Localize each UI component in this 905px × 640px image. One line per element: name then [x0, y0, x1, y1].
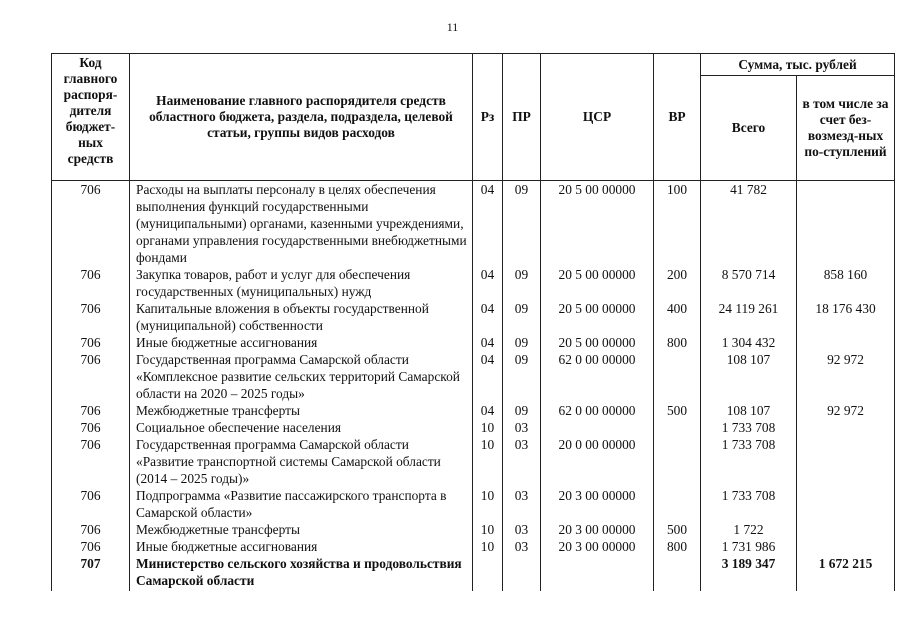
- cell-vr: [654, 436, 701, 487]
- header-pr: ПР: [503, 54, 541, 181]
- cell-name: Межбюджетные трансферты: [130, 521, 473, 538]
- cell-rz: 04: [473, 266, 503, 300]
- cell-pr: 03: [503, 538, 541, 555]
- cell-csr: 20 3 00 00000: [541, 538, 654, 555]
- cell-pr: [503, 555, 541, 591]
- cell-incl: [797, 181, 895, 267]
- header-csr: ЦСР: [541, 54, 654, 181]
- cell-incl: 18 176 430: [797, 300, 895, 334]
- table-row: [52, 351, 895, 402]
- header-kod: Код главного распоря-дителя бюджет-ных средств: [52, 54, 130, 181]
- cell-total: 24 119 261: [701, 300, 797, 334]
- cell-incl: [797, 521, 895, 538]
- cell-csr: [541, 555, 654, 591]
- cell-csr: 62 0 00 00000: [541, 402, 654, 419]
- cell-name: Расходы на выплаты персоналу в целях обеспечения выполнения функций государственными (муниципальными) органами, казенными учреждениями, органами управления государственными внебюджетными фондами: [130, 181, 473, 267]
- table-row: [52, 419, 895, 436]
- cell-kod: 706: [52, 436, 130, 487]
- cell-pr: 09: [503, 334, 541, 351]
- cell-vr: [654, 419, 701, 436]
- cell-incl: 858 160: [797, 266, 895, 300]
- cell-kod: 706: [52, 521, 130, 538]
- header-name: Наименование главного распорядителя средств областного бюджета, раздела, подраздела, целевой статьи, группы видов расходов: [130, 54, 473, 181]
- cell-total: 1 733 708: [701, 436, 797, 487]
- table-row: [52, 300, 895, 334]
- cell-incl: [797, 419, 895, 436]
- cell-name: Государственная программа Самарской области «Комплексное развитие сельских территорий Самарской области на 2020 – 2025 годы»: [130, 351, 473, 402]
- cell-csr: 20 5 00 00000: [541, 300, 654, 334]
- cell-csr: 20 5 00 00000: [541, 181, 654, 267]
- header-sum: Сумма, тыс. рублей: [701, 54, 895, 76]
- cell-incl: [797, 334, 895, 351]
- cell-pr: 03: [503, 419, 541, 436]
- cell-pr: 03: [503, 521, 541, 538]
- cell-name: Подпрограмма «Развитие пассажирского транспорта в Самарской области»: [130, 487, 473, 521]
- cell-total: 3 189 347: [701, 555, 797, 591]
- cell-kod: 706: [52, 300, 130, 334]
- table-row: [52, 436, 895, 487]
- cell-vr: 400: [654, 300, 701, 334]
- cell-kod: 706: [52, 419, 130, 436]
- cell-kod: 707: [52, 555, 130, 591]
- cell-name: Иные бюджетные ассигнования: [130, 334, 473, 351]
- cell-csr: 20 5 00 00000: [541, 334, 654, 351]
- cell-csr: 20 3 00 00000: [541, 487, 654, 521]
- cell-rz: 04: [473, 402, 503, 419]
- cell-pr: 03: [503, 487, 541, 521]
- cell-vr: 500: [654, 521, 701, 538]
- cell-name: Государственная программа Самарской области «Развитие транспортной системы Самарской области (2014 – 2025 годы)»: [130, 436, 473, 487]
- cell-name: Иные бюджетные ассигнования: [130, 538, 473, 555]
- cell-vr: 200: [654, 266, 701, 300]
- budget-table: [51, 53, 895, 591]
- cell-total: 1 304 432: [701, 334, 797, 351]
- cell-kod: 706: [52, 402, 130, 419]
- cell-rz: 10: [473, 419, 503, 436]
- cell-csr: 20 5 00 00000: [541, 266, 654, 300]
- cell-incl: [797, 538, 895, 555]
- table-row: [52, 521, 895, 538]
- cell-vr: 100: [654, 181, 701, 267]
- table-row: [52, 266, 895, 300]
- cell-kod: 706: [52, 181, 130, 267]
- cell-rz: 04: [473, 181, 503, 267]
- cell-kod: 706: [52, 487, 130, 521]
- cell-pr: 09: [503, 181, 541, 267]
- header-rz: Рз: [473, 54, 503, 181]
- cell-rz: [473, 555, 503, 591]
- cell-incl: 1 672 215: [797, 555, 895, 591]
- cell-kod: 706: [52, 266, 130, 300]
- cell-name: Закупка товаров, работ и услуг для обеспечения государственных (муниципальных) нужд: [130, 266, 473, 300]
- cell-total: 108 107: [701, 402, 797, 419]
- table-row: [52, 555, 895, 591]
- cell-name: Социальное обеспечение населения: [130, 419, 473, 436]
- cell-vr: [654, 351, 701, 402]
- cell-incl: [797, 487, 895, 521]
- cell-total: 1 733 708: [701, 419, 797, 436]
- cell-vr: [654, 487, 701, 521]
- cell-csr: [541, 419, 654, 436]
- cell-total: 1 722: [701, 521, 797, 538]
- cell-vr: [654, 555, 701, 591]
- cell-vr: 800: [654, 334, 701, 351]
- table-row: [52, 402, 895, 419]
- cell-total: 108 107: [701, 351, 797, 402]
- cell-rz: 10: [473, 487, 503, 521]
- cell-rz: 10: [473, 538, 503, 555]
- cell-kod: 706: [52, 334, 130, 351]
- cell-pr: 09: [503, 300, 541, 334]
- cell-rz: 04: [473, 334, 503, 351]
- cell-name: Межбюджетные трансферты: [130, 402, 473, 419]
- cell-rz: 04: [473, 300, 503, 334]
- cell-kod: 706: [52, 351, 130, 402]
- cell-rz: 10: [473, 521, 503, 538]
- cell-incl: [797, 436, 895, 487]
- cell-incl: 92 972: [797, 351, 895, 402]
- header-incl: в том числе за счет без-возмезд-ных по-ступлений: [797, 76, 895, 181]
- cell-kod: 706: [52, 538, 130, 555]
- cell-rz: 04: [473, 351, 503, 402]
- cell-pr: 09: [503, 266, 541, 300]
- table-row: [52, 538, 895, 555]
- cell-rz: 10: [473, 436, 503, 487]
- cell-name: Капитальные вложения в объекты государственной (муниципальной) собственности: [130, 300, 473, 334]
- cell-csr: 20 3 00 00000: [541, 521, 654, 538]
- cell-vr: 500: [654, 402, 701, 419]
- cell-pr: 03: [503, 436, 541, 487]
- cell-total: 8 570 714: [701, 266, 797, 300]
- header-vr: ВР: [654, 54, 701, 181]
- table-row: [52, 334, 895, 351]
- cell-name: Министерство сельского хозяйства и продовольствия Самарской области: [130, 555, 473, 591]
- table-row: [52, 487, 895, 521]
- cell-total: 1 733 708: [701, 487, 797, 521]
- cell-pr: 09: [503, 351, 541, 402]
- cell-vr: 800: [654, 538, 701, 555]
- cell-total: 1 731 986: [701, 538, 797, 555]
- cell-incl: 92 972: [797, 402, 895, 419]
- table-header: [52, 54, 895, 181]
- header-total: Всего: [701, 76, 797, 181]
- cell-total: 41 782: [701, 181, 797, 267]
- page-number: 11: [446, 20, 459, 34]
- cell-csr: 62 0 00 00000: [541, 351, 654, 402]
- table-row: [52, 181, 895, 267]
- cell-csr: 20 0 00 00000: [541, 436, 654, 487]
- cell-pr: 09: [503, 402, 541, 419]
- table-body: [52, 181, 895, 592]
